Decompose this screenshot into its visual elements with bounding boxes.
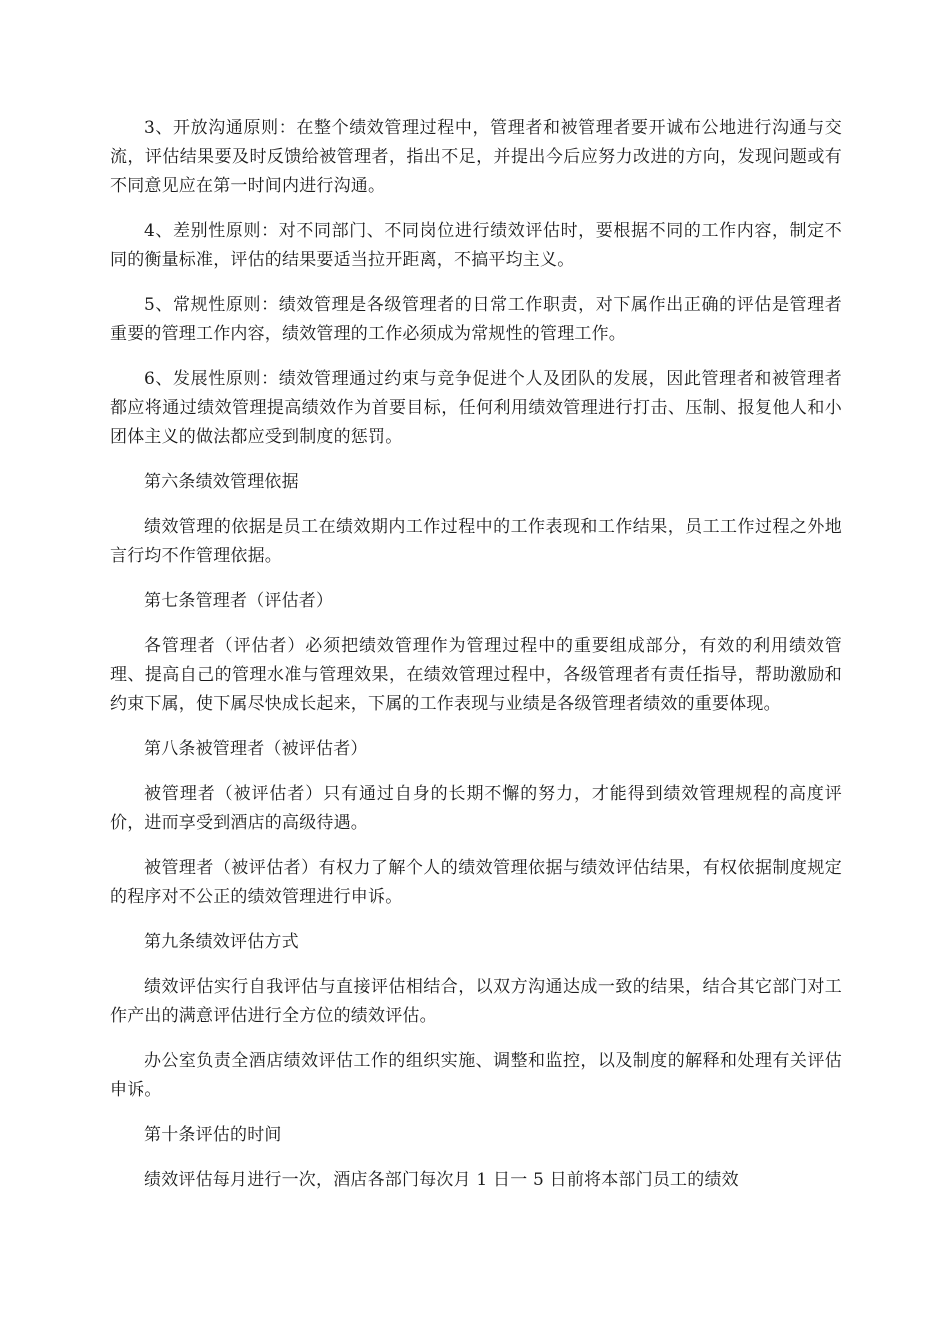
document-page [110, 114, 842, 1211]
principle-development: 6、发展性原则：绩效管理通过约束与竞争促进个人及团队的发展，因此管理者和被管理者都应将通过绩效管理提高绩效作为首要目标，任何利用绩效管理进行打击、压制、报复他人和小团体主义的做法都应受到制度的惩罚。 [110, 369, 842, 447]
article-6-heading: 第六条绩效管理依据 [144, 472, 299, 492]
article-8-body-2: 被管理者（被评估者）有权力了解个人的绩效管理依据与绩效评估结果，有权依据制度规定的程序对不公正的绩效管理进行申诉。 [110, 858, 842, 907]
article-8-heading: 第八条被管理者（被评估者） [144, 739, 368, 759]
principle-differentiation: 4、差别性原则：对不同部门、不同岗位进行绩效评估时，要根据不同的工作内容，制定不同的衡量标准，评估的结果要适当拉开距离，不搞平均主义。 [110, 221, 842, 270]
principle-open-communication: 3、开放沟通原则：在整个绩效管理过程中，管理者和被管理者要开诚布公地进行沟通与交流，评估结果要及时反馈给被管理者，指出不足，并提出今后应努力改进的方向，发现问题或有不同意见应在第一时间内进行沟通。 [110, 118, 842, 196]
article-7-heading: 第七条管理者（评估者） [144, 591, 334, 611]
article-9-heading: 第九条绩效评估方式 [144, 932, 299, 952]
article-9-body-1: 绩效评估实行自我评估与直接评估相结合，以双方沟通达成一致的结果，结合其它部门对工作产出的满意评估进行全方位的绩效评估。 [110, 977, 842, 1026]
article-10-body: 绩效评估每月进行一次，酒店各部门每次月 1 日一 5 日前将本部门员工的绩效 [144, 1170, 739, 1190]
article-9-body-2: 办公室负责全酒店绩效评估工作的组织实施、调整和监控，以及制度的解释和处理有关评估申诉。 [110, 1051, 842, 1100]
article-6-body: 绩效管理的依据是员工在绩效期内工作过程中的工作表现和工作结果，员工工作过程之外地言行均不作管理依据。 [110, 517, 842, 566]
principle-regularity: 5、常规性原则：绩效管理是各级管理者的日常工作职责，对下属作出正确的评估是管理者重要的管理工作内容，绩效管理的工作必须成为常规性的管理工作。 [110, 295, 842, 344]
article-10-heading: 第十条评估的时间 [144, 1125, 282, 1145]
article-7-body: 各管理者（评估者）必须把绩效管理作为管理过程中的重要组成部分，有效的利用绩效管理、提高自己的管理水准与管理效果，在绩效管理过程中，各级管理者有责任指导，帮助激励和约束下属，使下属尽快成长起来，下属的工作表现与业绩是各级管理者绩效的重要体现。 [110, 636, 842, 714]
article-8-body-1: 被管理者（被评估者）只有通过自身的长期不懈的努力，才能得到绩效管理规程的高度评价，进而享受到酒店的高级待遇。 [110, 784, 842, 833]
